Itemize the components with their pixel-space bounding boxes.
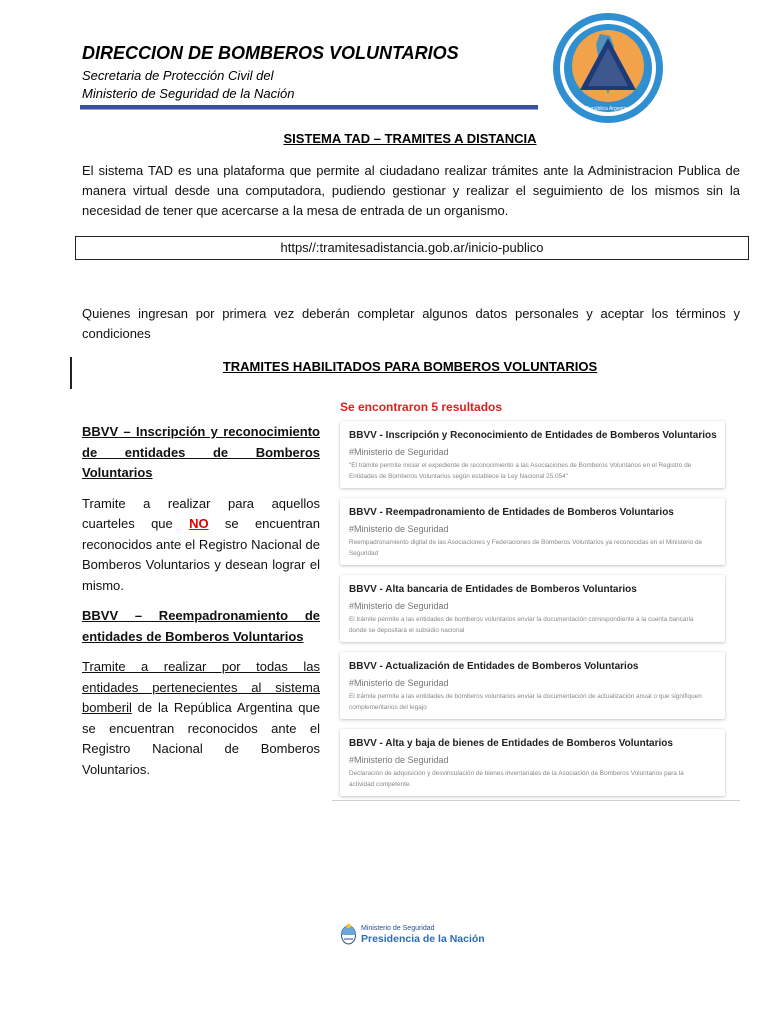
result-card[interactable]	[340, 575, 725, 642]
tad-url[interactable]: https//:tramitesadistancia.gob.ar/inicio-publico	[75, 236, 749, 260]
result-ministry: #Ministerio de Seguridad	[349, 447, 449, 457]
no-emphasis: NO	[189, 516, 209, 531]
first-time-paragraph: Quienes ingresan por primera vez deberán completar algunos datos personales y aceptar los términos y condiciones	[82, 306, 740, 341]
result-description: "El trámite permite iniciar el expediente de reconocimiento a las Asociaciones de Bomberos Voluntarios en el Registro de Entidades de Bomberos Voluntarios según establece la Ley Nacional 25.054"	[349, 462, 692, 480]
result-title[interactable]: BBVV - Alta bancaria de Entidades de Bomberos Voluntarios	[349, 584, 637, 595]
intro-paragraph: El sistema TAD es una plataforma que permite al ciudadano realizar trámites ante la Administracion Publica de manera virtual desde una computadora, pudiendo gestionar y realizar el seguimiento de los mismos sin la necesidad de tener que acercarse a la mesa de entrada de un organismo.	[82, 163, 740, 218]
result-card[interactable]	[340, 652, 725, 719]
header-subtitle-1: Secretaria de Protección Civil del	[82, 68, 274, 83]
result-title[interactable]: BBVV - Reempadronamiento de Entidades de Bomberos Voluntarios	[349, 507, 674, 518]
result-title[interactable]: BBVV - Inscripción y Reconocimiento de Entidades de Bomberos Voluntarios	[349, 430, 717, 441]
footer-presidency: Presidencia de la Nación	[361, 933, 485, 945]
result-card[interactable]	[340, 421, 725, 488]
bomberos-seal-logo	[552, 12, 664, 124]
item1-text: Tramite a realizar para aquellos cuarteles que NO se encuentran reconocidos ante el Registro Nacional de Bomberos Voluntarios y desean lograr el mismo.	[82, 495, 320, 593]
result-title[interactable]: BBVV - Actualización de Entidades de Bomberos Voluntarios	[349, 661, 639, 672]
result-ministry: #Ministerio de Seguridad	[349, 524, 449, 534]
result-ministry: #Ministerio de Seguridad	[349, 678, 449, 688]
item1-block	[82, 422, 320, 780]
result-description: Reempadronamiento digital de las Asociaciones y Federaciones de Bomberos Voluntarios ya reconocidas en el Ministerio de Seguridad	[349, 539, 703, 557]
result-card[interactable]	[340, 729, 725, 796]
argentina-shield-icon	[340, 923, 357, 945]
item2-heading: BBVV – Reempadronamiento de entidades de Bomberos Voluntarios	[82, 608, 320, 644]
header-divider	[80, 105, 538, 110]
result-description: El trámite permite a las entidades de bomberos voluntarios enviar la documentación correspondiente a la cuenta bancaria donde se depositará el subsidio nacional	[349, 616, 694, 634]
result-ministry: #Ministerio de Seguridad	[349, 601, 449, 611]
section-title-tad: SISTEMA TAD – TRAMITES A DISTANCIA	[283, 131, 537, 146]
results-count: Se encontraron 5 resultados	[340, 400, 503, 414]
result-description: El trámite permite a las entidades de bomberos voluntarios enviar la documentación de actualización anual o que signifiquen complementarios del legajo	[349, 693, 702, 711]
result-card[interactable]	[340, 498, 725, 565]
footer-ministry: Ministerio de Seguridad	[361, 925, 435, 932]
svg-text:República Argentina: República Argentina	[585, 106, 631, 112]
item1-heading: BBVV – Inscripción y reconocimiento de entidades de Bomberos Voluntarios	[82, 424, 320, 480]
results-divider	[332, 800, 740, 801]
result-ministry: #Ministerio de Seguridad	[349, 755, 449, 765]
page-title: DIRECCION DE BOMBEROS VOLUNTARIOS	[82, 43, 459, 63]
result-title[interactable]: BBVV - Alta y baja de bienes de Entidades de Bomberos Voluntarios	[349, 738, 673, 749]
result-description: Declaración de adquisición y desvinculación de bienes inventariales de la Asociación de Bomberos Voluntarios para la actividad competente.	[349, 770, 684, 788]
item2-text: Tramite a realizar por todas las entidades pertenecientes al sistema bomberil de la República Argentina que se encuentran reconocidos ante el Registro Nacional de Bomberos Voluntarios.	[82, 659, 320, 777]
header-subtitle-2: Ministerio de Seguridad de la Nación	[82, 86, 295, 101]
section-title-tramites: TRAMITES HABILITADOS PARA BOMBEROS VOLUNTARIOS	[222, 359, 598, 374]
